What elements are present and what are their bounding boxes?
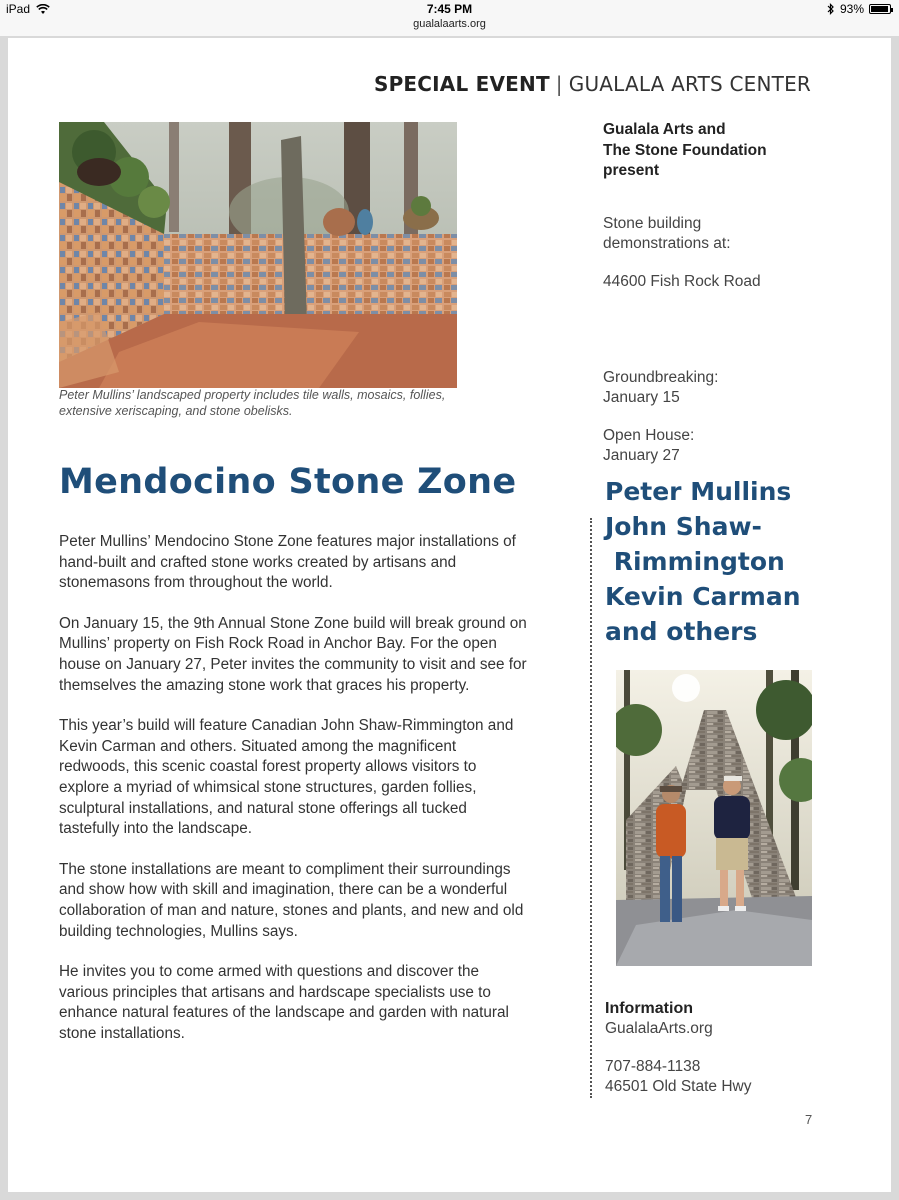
demo-line-1: Stone building — [603, 215, 702, 232]
artisan-name: and others — [605, 617, 758, 646]
header-arts-center: GUALALA ARTS CENTER — [568, 72, 811, 96]
caption-line-1: Peter Mullins’ landscaped property includes tile walls, mosaics, follies, — [59, 388, 446, 402]
bluetooth-icon — [827, 3, 835, 15]
stonemasons-photo — [616, 670, 812, 966]
groundbreaking-block — [603, 368, 833, 408]
page-header — [374, 72, 811, 96]
website-link[interactable]: GualalaArts.org — [605, 1020, 713, 1037]
device-label: iPad — [6, 2, 31, 16]
artisan-name: Peter Mullins — [605, 477, 792, 506]
header-separator: | — [555, 72, 563, 96]
document-page — [8, 38, 891, 1192]
event-address: 44600 Fish Rock Road — [603, 273, 761, 290]
battery-icon — [869, 4, 891, 14]
article-paragraph: He invites you to come armed with questions and discover the various principles that artisans and hardscape specialists use to enhance natural features of the landscape and garden with natural stone installations. — [59, 963, 509, 1042]
article-paragraph: Peter Mullins’ Mendocino Stone Zone features major installations of hand-built and crafted stone works created by artisans and stonemasons from throughout the world. — [59, 533, 516, 592]
article-title: Mendocino Stone Zone — [59, 462, 517, 502]
stone-garden-photo — [59, 122, 457, 388]
status-bar — [0, 0, 899, 36]
openhouse-label: Open House: — [603, 427, 695, 444]
article-paragraph: On January 15, the 9th Annual Stone Zone build will break ground on Mullins’ property on Fish Rock Road in Anchor Bay. For the open house on January 27, Peter invites the community to visit and see for themselves the amazing stone work that graces his property. — [59, 614, 527, 694]
demonstrations-block — [603, 214, 833, 254]
openhouse-date: January 27 — [603, 447, 680, 464]
photo-caption — [59, 387, 469, 419]
artisan-name: Kevin Carman — [605, 582, 801, 611]
artisan-name: John Shaw- — [605, 512, 762, 541]
presenters-line-1: Gualala Arts and — [603, 121, 726, 138]
groundbreaking-label: Groundbreaking: — [603, 369, 719, 386]
groundbreaking-date: January 15 — [603, 389, 680, 406]
featured-artisans — [605, 474, 845, 649]
presenters-line-2: The Stone Foundation — [603, 141, 767, 159]
status-right — [827, 2, 891, 16]
article-paragraph: This year’s build will feature Canadian John Shaw-Rimmington and Kevin Carman and others. Situated among the magnificent redwoods, this scenic coastal forest property allows visitors to explore a myriad of whimsical stone structures, garden follies, sculptural installations, and natural stone offerings all tucked tastefully into the landscape. — [59, 717, 514, 838]
page-number: 7 — [805, 1112, 813, 1127]
battery-percent: 93% — [839, 2, 864, 16]
openhouse-block — [603, 426, 833, 466]
information-heading: Information — [605, 1000, 693, 1017]
phone-number: 707-884-1138 — [605, 1058, 701, 1075]
presenters-block — [603, 120, 833, 182]
artisan-name: Rimmington — [605, 547, 785, 576]
arts-center-address: 46501 Old State Hwy — [605, 1078, 752, 1095]
battery-fill — [871, 6, 888, 12]
demo-line-2: demonstrations at: — [603, 235, 731, 252]
address-bar-url[interactable]: gualalaarts.org — [413, 18, 486, 30]
presenters-line-3: present — [603, 162, 659, 179]
article-body — [59, 532, 529, 1064]
caption-line-2: extensive xeriscaping, and stone obelisks. — [59, 404, 293, 418]
column-divider — [590, 518, 592, 1098]
article-paragraph: The stone installations are meant to compliment their surroundings and show how with skill and imagination, there can be a wonderful collaboration of man and nature, stones and plants, and new and old building technologies, Mullins says. — [59, 860, 524, 940]
status-time: 7:45 PM — [426, 2, 473, 16]
header-special-event: SPECIAL EVENT — [373, 72, 550, 96]
